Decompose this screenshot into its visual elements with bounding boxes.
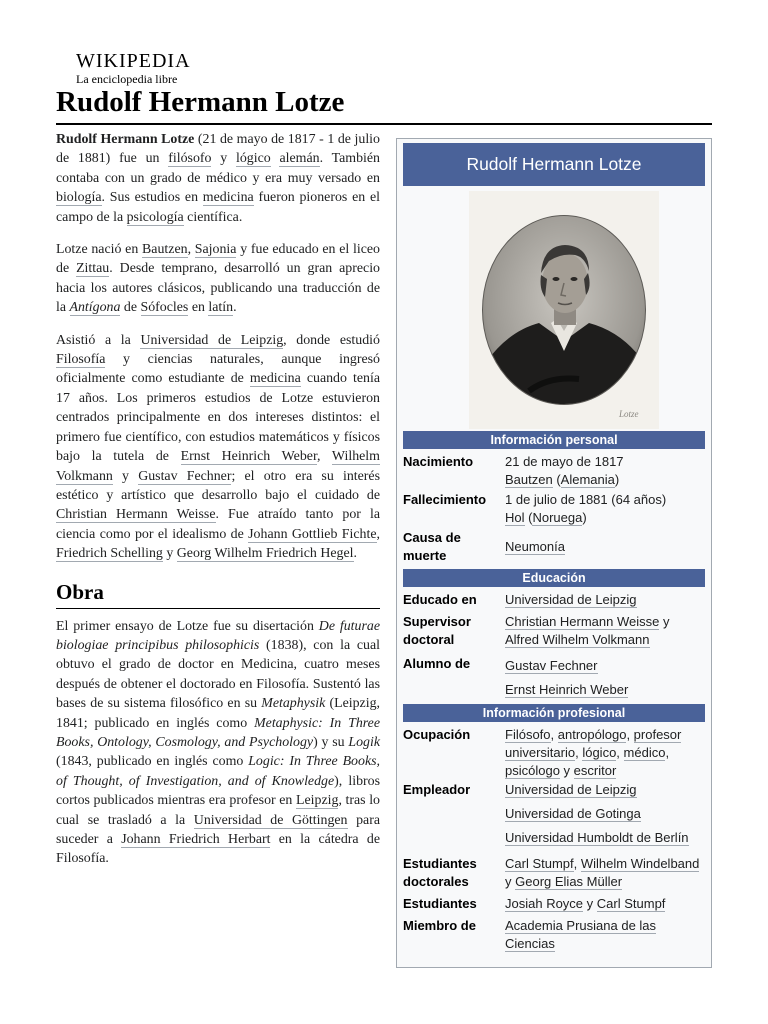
label-miembro-de: Miembro de (403, 918, 476, 933)
link-windelband[interactable]: Wilhelm Windelband (580, 856, 700, 871)
link-sajonia[interactable]: Sajonia (194, 242, 237, 258)
label-fallecimiento: Fallecimiento (403, 492, 487, 507)
link-antigona[interactable]: Antígona (69, 300, 121, 316)
link-volkmann[interactable]: Wilhelm Volkmann (56, 449, 380, 484)
value-causa-muerte (505, 538, 705, 556)
infobox-title: Rudolf Hermann Lotze (403, 143, 705, 186)
value-empleador (505, 781, 705, 847)
label-alumno-de: Alumno de (403, 656, 471, 671)
link-zittau[interactable]: Zittau (76, 261, 110, 277)
paragraph-obra: El primer ensayo de Lotze fue su disertación De futurae biologiae principibus philosophicis (1838), con la cual obtuvo el grado de doctor en Medicina, cuatro meses después de obtener el doctorado en Filosofía. Sustentó las bases de su sistema filosófico en su Metaphysik (Leipzig, 1841; publicado en inglés como Metaphysic: In Three Books, Ontology, Cosmology, and Psychology) y su Logik (1843, publicado en inglés como Logic: In Three Books, of Thought, of Investigation, and of Knowledge), libros cortos publicados mientras era profesor en Leipzig, tras lo cual se trasladó a la Universidad de Göttingen para suceder a Johann Friedrich Herbart en la cátedra de Filosofía. (56, 618, 381, 867)
link-psicologia[interactable]: psicología (126, 209, 184, 225)
link-weisse[interactable]: Christian Hermann Weisse (56, 507, 216, 523)
value-miembro-de (505, 917, 705, 953)
section-informacion-personal: Información personal (403, 431, 705, 449)
value-supervisor: Christian Hermann Weisse y Alfred Wilhelm Volkmann (505, 614, 670, 647)
link-hegel[interactable]: Georg Wilhelm Friedrich Hegel (176, 546, 354, 562)
label-nacimiento: Nacimiento (403, 454, 474, 469)
link-neumonia[interactable]: Neumonía (505, 539, 565, 554)
link-filosofo-infobox[interactable]: Filósofo (505, 727, 551, 742)
wikipedia-tagline: La enciclopedia libre (76, 72, 178, 86)
link-aleman[interactable]: alemán (279, 151, 320, 167)
link-empleador-gotinga[interactable]: Universidad de Gotinga (505, 806, 641, 821)
label-causa-muerte: Causa de muerte (403, 530, 461, 563)
label-supervisor: Supervisor doctoral (403, 614, 471, 647)
link-empleador-humboldt[interactable]: Universidad Humboldt de Berlín (505, 830, 689, 845)
link-filosofia[interactable]: Filosofía (56, 352, 106, 368)
link-weisse-infobox[interactable]: Christian Hermann Weisse (505, 614, 660, 629)
link-noruega[interactable]: Noruega (532, 510, 583, 525)
page-title: Rudolf Hermann Lotze (56, 86, 345, 118)
link-medicina-2[interactable]: medicina (249, 371, 301, 387)
link-leipzig-infobox[interactable]: Universidad de Leipzig (505, 592, 637, 607)
link-royce[interactable]: Josiah Royce (505, 896, 584, 911)
link-weber-infobox[interactable]: Ernst Heinrich Weber (505, 682, 629, 697)
link-profesor-universitario[interactable]: profesor universitario (505, 727, 682, 760)
label-estudiantes: Estudiantes (403, 896, 477, 911)
label-ocupacion: Ocupación (403, 727, 471, 742)
link-universidad-leipzig[interactable]: Universidad de Leipzig (140, 332, 284, 348)
value-nacimiento: 21 de mayo de 1817 Bautzen (Alemania) (505, 454, 624, 487)
label-educado-en: Educado en (403, 592, 477, 607)
paragraph-early-life: Lotze nació en Bautzen, Sajonia y fue educado en el liceo de Zittau. Desde temprano, desarrolló un gran aprecio hacia los autores clásicos, publicando una traducción de la Antígona de Sófocles en latín. (56, 242, 380, 316)
link-volkmann-infobox[interactable]: Alfred Wilhelm Volkmann (505, 632, 650, 647)
section-educacion: Educación (403, 569, 705, 587)
article-body (56, 130, 380, 882)
value-alumno-de (505, 655, 705, 699)
link-medicina[interactable]: medicina (202, 190, 254, 206)
link-empleador-leipzig[interactable]: Universidad de Leipzig (505, 782, 637, 797)
link-psicologo[interactable]: psicólogo (505, 763, 560, 778)
link-fechner[interactable]: Gustav Fechner (138, 468, 232, 484)
wikipedia-logo[interactable] (76, 50, 206, 86)
link-latin[interactable]: latín (208, 300, 234, 316)
paragraph-education: Asistió a la Universidad de Leipzig, donde estudió Filosofía y ciencias naturales, aunque ingresó oficialmente como estudiante de medicina cuando tenía 17 años. Los primeros estudios de Lotze estuvieron centrados principalmente en dos intereses distintos: el primero fue científico, con estudios matemáticos y físicos bajo la tutela de Ernst Heinrich Weber, Wilhelm Volkmann y Gustav Fechner; el otro era su interés estético y artístico que desarrollo bajo el cuidado de Christian Hermann Weisse. Fue atraído tanto por la ciencia como por el idealismo de Johann Gottlieb Fichte, Friedrich Schelling y Georg Wilhelm Friedrich Hegel. (56, 332, 381, 562)
section-informacion-profesional: Información profesional (403, 704, 705, 722)
link-hol[interactable]: Hol (505, 510, 525, 525)
link-muller[interactable]: Georg Elias Müller (515, 874, 623, 889)
value-fallecimiento: 1 de julio de 1881 (64 años) Hol (Noruega) (505, 492, 667, 525)
label-estudiantes-doctorales: Estudiantes doctorales (403, 856, 477, 889)
link-filosofo[interactable]: filósofo (168, 151, 212, 167)
link-academia-prusiana[interactable]: Academia Prusiana de las Ciencias (505, 918, 657, 951)
value-estudiantes-doctorales: Carl Stumpf, Wilhelm Windelband y Georg Elias Müller (505, 856, 700, 889)
link-weber[interactable]: Ernst Heinrich Weber (180, 449, 318, 465)
subject-name: Rudolf Hermann Lotze (56, 132, 195, 147)
link-schelling[interactable]: Friedrich Schelling (56, 546, 163, 562)
infobox (396, 138, 712, 968)
portrait-image (469, 191, 659, 429)
link-universidad-gottingen[interactable]: Universidad de Göttingen (193, 812, 348, 828)
portrait-signature: Lotze (619, 409, 639, 419)
link-biologia[interactable]: biología (56, 190, 102, 206)
intro-paragraph: Rudolf Hermann Lotze (21 de mayo de 1817 - 1 de julio de 1881) fue un filósofo y lógico alemán. También contaba con un grado de médico y era muy versado en biología. Sus estudios en medicina fueron pioneros en el campo de la psicología científica. (56, 132, 380, 225)
value-educado-en (505, 591, 705, 609)
section-heading-obra: Obra (56, 578, 380, 609)
link-antropologo[interactable]: antropólogo (557, 727, 627, 742)
link-alemania[interactable]: Alemania (560, 472, 615, 487)
link-medico[interactable]: médico (623, 745, 666, 760)
link-herbart[interactable]: Johann Friedrich Herbart (121, 832, 271, 847)
value-ocupacion: Filósofo, antropólogo, profesor universitario, lógico, médico, psicólogo y escritor (505, 727, 682, 778)
link-fechner-infobox[interactable]: Gustav Fechner (505, 658, 598, 673)
portrait-photo[interactable] (469, 191, 659, 429)
link-logico[interactable]: lógico (235, 151, 271, 167)
value-estudiantes: Josiah Royce y Carl Stumpf (505, 896, 666, 911)
wikipedia-wordmark: WIKIPEDIA (76, 50, 191, 72)
link-bautzen-infobox[interactable]: Bautzen (505, 472, 553, 487)
link-escritor[interactable]: escritor (573, 763, 617, 778)
label-empleador: Empleador (403, 782, 471, 797)
link-sofocles[interactable]: Sófocles (140, 300, 189, 316)
link-stumpf-2[interactable]: Carl Stumpf (596, 896, 666, 911)
link-stumpf[interactable]: Carl Stumpf (505, 856, 574, 871)
link-fichte[interactable]: Johann Gottlieb Fichte (248, 526, 377, 542)
link-leipzig[interactable]: Leipzig (296, 793, 339, 809)
link-logico-infobox[interactable]: lógico (582, 745, 617, 760)
title-divider (56, 123, 712, 125)
link-bautzen[interactable]: Bautzen (142, 242, 188, 258)
